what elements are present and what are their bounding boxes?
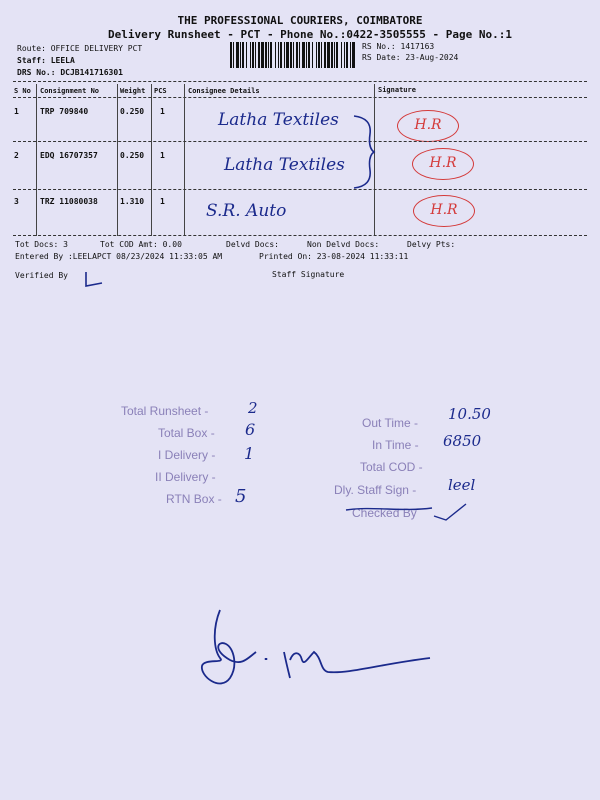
row-signature: H.R bbox=[412, 148, 474, 180]
barcode-bar bbox=[306, 42, 307, 68]
barcode-bar bbox=[318, 42, 320, 68]
barcode-bar bbox=[284, 42, 285, 68]
barcode-bar bbox=[312, 42, 313, 68]
barcode-bar bbox=[246, 42, 247, 68]
stamp-i-delivery: I Delivery - bbox=[158, 448, 216, 462]
row-signature: H.R bbox=[413, 195, 475, 227]
brace-mark bbox=[350, 112, 380, 192]
barcode-bar bbox=[308, 42, 310, 68]
checked-by-scribble bbox=[342, 500, 472, 524]
row-consignee: S.R. Auto bbox=[206, 201, 287, 221]
stamp-rtn-box-value: 5 bbox=[235, 486, 247, 507]
barcode-bar bbox=[240, 42, 241, 68]
barcode-bar bbox=[252, 42, 254, 68]
stamp-dly-staff-sign-value: leel bbox=[448, 476, 476, 494]
runsheet-subtitle: Delivery Runsheet - PCT - Phone No.:0422-3505555 - Page No.:1 bbox=[108, 28, 512, 41]
stamp-checked-by: Checked By bbox=[352, 506, 417, 520]
row-consignment: EDQ 16707357 bbox=[40, 151, 98, 160]
row-sno: 3 bbox=[14, 197, 19, 206]
barcode-bar bbox=[327, 42, 330, 68]
barcode-bar bbox=[352, 42, 355, 68]
barcode-bar bbox=[255, 42, 256, 68]
barcode-bar bbox=[268, 42, 269, 68]
barcode-bar bbox=[316, 42, 317, 68]
col-sno: S No bbox=[14, 87, 31, 95]
barcode-bar bbox=[336, 42, 338, 68]
barcode bbox=[230, 42, 355, 68]
row-pcs: 1 bbox=[160, 107, 165, 116]
authorized-signature bbox=[190, 600, 440, 700]
stamp-total-cod: Total COD - bbox=[360, 460, 423, 474]
col-signature: Signature bbox=[378, 86, 416, 94]
col-weight: Weight bbox=[120, 87, 146, 95]
stamp-rtn-box: RTN Box - bbox=[166, 492, 222, 506]
row-signature: H.R bbox=[397, 110, 459, 142]
row-consignment: TRZ 11080038 bbox=[40, 197, 98, 206]
col-consignee: Consignee Details bbox=[188, 87, 260, 95]
barcode-bar bbox=[278, 42, 279, 68]
stamp-out-time-value: 10.50 bbox=[448, 405, 491, 423]
entered-by: Entered By :LEELAPCT 08/23/2024 11:33:05 AM bbox=[15, 252, 223, 261]
barcode-bar bbox=[293, 42, 294, 68]
printed-on: Printed On: 23-08-2024 11:33:11 bbox=[259, 252, 409, 261]
delvd-docs: Delvd Docs: bbox=[226, 240, 279, 249]
company-title: THE PROFESSIONAL COURIERS, COIMBATORE bbox=[177, 14, 423, 27]
row-weight: 0.250 bbox=[120, 107, 145, 116]
barcode-bar bbox=[242, 42, 244, 68]
barcode-bar bbox=[230, 42, 232, 68]
row-consignment: TRP 709840 bbox=[40, 107, 89, 116]
barcode-bar bbox=[290, 42, 292, 68]
row-weight: 1.310 bbox=[120, 197, 145, 206]
barcode-bar bbox=[250, 42, 251, 68]
barcode-bar bbox=[321, 42, 322, 68]
tot-cod-amt: Tot COD Amt: 0.00 bbox=[100, 240, 182, 249]
barcode-bar bbox=[236, 42, 239, 68]
row-pcs: 1 bbox=[160, 151, 165, 160]
stamp-total-box-value: 6 bbox=[245, 420, 256, 439]
tot-docs: Tot Docs: 3 bbox=[15, 240, 68, 249]
barcode-bar bbox=[265, 42, 267, 68]
stamp-total-runsheet-value: 2 bbox=[248, 399, 258, 417]
row-consignee: Latha Textiles bbox=[224, 155, 345, 175]
barcode-bar bbox=[286, 42, 289, 68]
stamp-total-box: Total Box - bbox=[158, 426, 215, 440]
staff-label: Staff: LEELA bbox=[17, 56, 75, 65]
col-consignment: Consignment No bbox=[40, 87, 100, 95]
barcode-bar bbox=[331, 42, 333, 68]
row-sno: 2 bbox=[14, 151, 19, 160]
barcode-bar bbox=[341, 42, 342, 68]
barcode-bar bbox=[302, 42, 305, 68]
stamp-in-time: In Time - bbox=[372, 438, 419, 452]
row-consignee: Latha Textiles bbox=[218, 110, 339, 130]
barcode-bar bbox=[233, 42, 234, 68]
row-sno: 1 bbox=[14, 107, 19, 116]
stamp-ii-delivery: II Delivery - bbox=[155, 470, 216, 484]
stamp-total-runsheet: Total Runsheet - bbox=[121, 404, 209, 418]
barcode-bar bbox=[350, 42, 351, 68]
barcode-bar bbox=[344, 42, 345, 68]
route-label: Route: OFFICE DELIVERY PCT bbox=[17, 44, 143, 53]
staff-signature-label: Staff Signature bbox=[272, 270, 345, 279]
row-weight: 0.250 bbox=[120, 151, 145, 160]
barcode-bar bbox=[296, 42, 298, 68]
barcode-bar bbox=[324, 42, 326, 68]
rs-date: RS Date: 23-Aug-2024 bbox=[362, 53, 459, 62]
barcode-bar bbox=[346, 42, 348, 68]
delvy-pts: Delvy Pts: bbox=[407, 240, 456, 249]
verified-by-label: Verified By bbox=[15, 271, 68, 280]
stamp-dly-staff-sign: Dly. Staff Sign - bbox=[334, 483, 417, 497]
barcode-bar bbox=[299, 42, 300, 68]
stamp-in-time-value: 6850 bbox=[443, 432, 482, 450]
barcode-bar bbox=[275, 42, 276, 68]
stamp-out-time: Out Time - bbox=[362, 416, 419, 430]
col-pcs: PCS bbox=[154, 87, 167, 95]
drs-number: DRS No.: DCJB141716301 bbox=[17, 68, 123, 77]
barcode-bar bbox=[280, 42, 282, 68]
non-delvd-docs: Non Delvd Docs: bbox=[307, 240, 380, 249]
barcode-bar bbox=[261, 42, 264, 68]
stamp-i-delivery-value: 1 bbox=[244, 444, 255, 463]
barcode-bar bbox=[270, 42, 272, 68]
verified-check-mark bbox=[82, 270, 106, 288]
rs-number: RS No.: 1417163 bbox=[362, 42, 435, 51]
barcode-bar bbox=[258, 42, 260, 68]
barcode-bar bbox=[334, 42, 335, 68]
row-pcs: 1 bbox=[160, 197, 165, 206]
